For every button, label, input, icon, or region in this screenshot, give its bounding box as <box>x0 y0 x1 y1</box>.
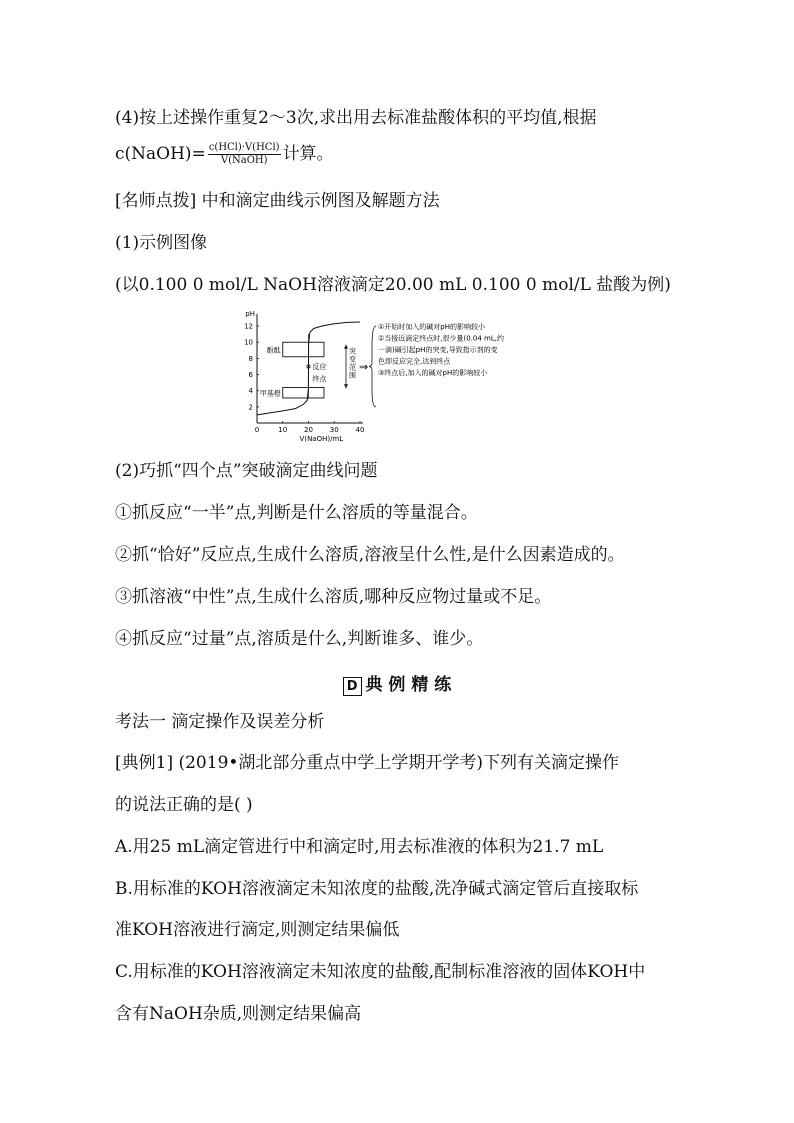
jump-arrow-up-icon <box>344 345 348 349</box>
method-heading: 考法一 滴定操作及误差分析 <box>115 712 325 732</box>
tip-heading: [名师点拨] 中和滴定曲线示例图及解题方法 <box>115 191 440 211</box>
y-tick-label: 2 <box>248 403 253 412</box>
reaction-label: 反应 <box>312 362 327 371</box>
subheading-four-points: (2)巧抓“四个点”突破滴定曲线问题 <box>115 461 378 481</box>
jump-range-label: 围 <box>349 371 356 380</box>
formula-suffix: 计算。 <box>282 144 334 164</box>
example-condition: (以0.100 0 mol/L NaOH溶液滴定20.00 mL 0.100 0 mol/L 盐酸为例) <box>115 275 671 295</box>
option-b-line-2: 准KOH溶液进行滴定,则测定结果偏低 <box>115 920 400 940</box>
x-tick-label: 30 <box>329 426 339 434</box>
section-badge-icon: D <box>343 677 362 696</box>
example-question-line-2: 的说法正确的是( ) <box>115 795 253 815</box>
endpoint-label: 终点 <box>312 375 327 384</box>
y-tick-label: 12 <box>244 322 253 331</box>
formula-denominator: V(NaOH) <box>220 155 268 166</box>
x-tick-label: 20 <box>304 426 313 434</box>
note-brace <box>369 326 376 407</box>
point-4: ④抓反应“过量”点,溶质是什么,判断谁多、谁少。 <box>115 629 484 649</box>
formula-prefix: c(NaOH)= <box>115 144 206 164</box>
formula-fraction <box>208 142 281 167</box>
formula-numerator: c(HCl)·V(HCl) <box>208 142 280 153</box>
y-tick-label: 10 <box>244 338 253 347</box>
indicator-box <box>283 387 324 398</box>
indicator-label: 甲基橙 <box>259 389 281 398</box>
option-c-line-2: 含有NaOH杂质,则测定结果偏高 <box>115 1004 362 1024</box>
y-axis-label: pH <box>245 310 255 318</box>
jump-range-label: 突 <box>349 347 356 356</box>
point-1: ①抓反应“一半”点,判断是什么溶质的等量混合。 <box>115 503 478 523</box>
x-tick-label: 10 <box>278 426 288 434</box>
example-question-line-1: [典例1] (2019•湖北部分重点中学上学期开学考)下列有关滴定操作 <box>115 753 620 773</box>
option-c-line-1: C.用标准的KOH溶液滴定未知浓度的盐酸,配制标准溶液的固体KOH中 <box>115 962 646 982</box>
section-title <box>0 670 794 696</box>
option-a: A.用25 mL滴定管进行中和滴定时,用去标准液的体积为21.7 mL <box>115 837 604 857</box>
jump-range-label: 变 <box>349 355 356 364</box>
note-text: ②当接近滴定终点时,很少量(0.04 mL,约 <box>378 334 504 343</box>
subheading-example: (1)示例图像 <box>115 233 208 253</box>
text-line-1: (4)按上述操作重复2～3次,求出用去标准盐酸体积的平均值,根据 <box>115 108 597 128</box>
titration-chart <box>240 308 570 443</box>
implies-arrow-icon: ⇒ <box>359 360 369 374</box>
option-b-line-1: B.用标准的KOH溶液滴定未知浓度的盐酸,洗净碱式滴定管后直接取标 <box>115 879 639 899</box>
x-tick-label: 40 <box>355 426 365 434</box>
note-text: ③终点后,加入的碱对pH的影响较小 <box>378 369 488 378</box>
titration-curve-figure <box>240 308 570 447</box>
jump-arrow-down-icon <box>344 384 348 388</box>
jump-range-label: 范 <box>349 363 356 372</box>
x-axis-label: V(NaOH)/mL <box>299 435 344 443</box>
section-title-text: 典 例 精 练 <box>365 675 452 695</box>
x-tick-label: 0 <box>254 426 260 434</box>
note-text: ①开始时加入的碱对pH的影响较小 <box>378 323 485 332</box>
point-2: ②抓“恰好”反应点,生成什么溶质,溶液呈什么性,是什么因素造成的。 <box>115 545 625 565</box>
note-text: 一滴)碱引起pH的突变,导致指示剂的变 <box>378 346 498 355</box>
indicator-label: 酚酞 <box>266 346 281 355</box>
y-tick-label: 4 <box>248 387 253 396</box>
indicator-box <box>283 342 324 357</box>
y-tick-label: 8 <box>248 354 253 363</box>
note-text: 色即反应完全,达到终点 <box>378 357 451 366</box>
formula-line <box>115 142 334 167</box>
point-3: ③抓溶液“中性”点,生成什么溶质,哪种反应物过量或不足。 <box>115 587 552 607</box>
y-tick-label: 6 <box>248 371 253 380</box>
